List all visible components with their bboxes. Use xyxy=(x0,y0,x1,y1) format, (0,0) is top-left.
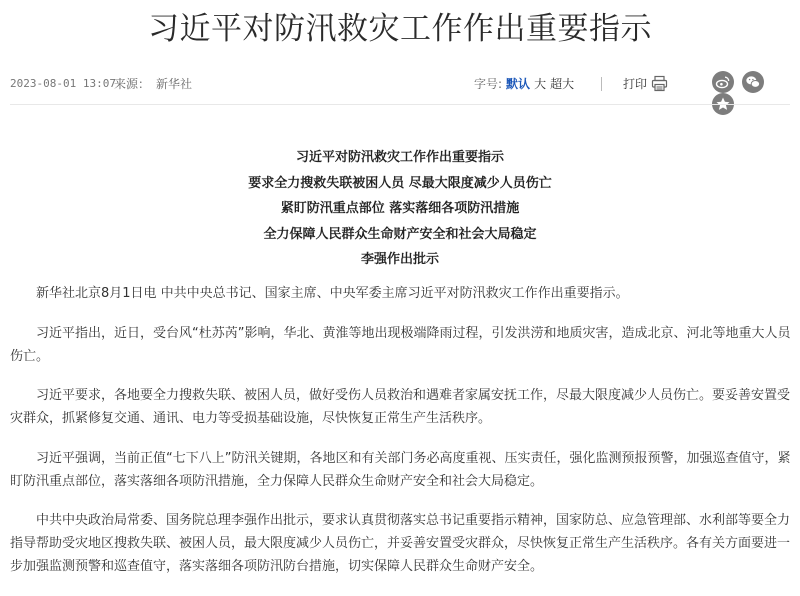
source xyxy=(114,73,192,95)
paragraph-5: 中共中央政治局常委、国务院总理李强作出批示，要求认真贯彻落实总书记重要指示精神，国家防总、应急管理部、水利部等要全力指导帮助受灾地区搜救失联、被困人员，最大限度减少人员伤亡，并妥善安置受灾群众，尽快恢复正常生产生活秩序。各有关方面要进一步加强监测预警和巡查值守，落实落细各项防汛防台措施，切实保障人民群众生命财产安全。 xyxy=(10,513,791,574)
print-button[interactable] xyxy=(623,73,668,95)
article-title: 习近平对防汛救灾工作作出重要指示 xyxy=(148,11,652,47)
article-meta xyxy=(10,73,790,95)
font-size-selector xyxy=(474,73,574,95)
paragraph-4: 习近平强调，当前正值“七下八上”防汛关键期，各地区和有关部门务必高度重视、压实责任，强化监测预报预警，加强巡查值守，紧盯防汛重点部位，落实落细各项防汛措施，全力保障人民群众生命财产安全和社会大局稳定。 xyxy=(10,450,791,489)
source-value: 新华社 xyxy=(156,77,193,91)
wechat-icon[interactable] xyxy=(742,71,764,93)
font-size-xlarge-option[interactable]: 超大 xyxy=(550,77,575,91)
toolbar-divider xyxy=(601,77,602,91)
headline-3: 紧盯防汛重点部位 落实落细各项防汛措施 xyxy=(280,201,520,216)
font-size-default-option[interactable]: 默认 xyxy=(506,77,531,91)
share-buttons xyxy=(704,71,790,115)
article-headlines xyxy=(0,145,800,273)
print-label: 打印 xyxy=(623,77,648,91)
paragraph-3: 习近平要求，各地要全力搜救失联、被困人员，做好受伤人员救治和遇难者家属安抚工作，尽最大限度减少人员伤亡。要妥善安置受灾群众，抓紧修复交通、通讯、电力等受损基础设施，尽快恢复正常生产生活秩序。 xyxy=(10,388,791,426)
article-body xyxy=(10,282,792,595)
headline-5: 李强作出批示 xyxy=(360,252,439,267)
weibo-icon[interactable] xyxy=(712,71,734,93)
headline-1: 习近平对防汛救灾工作作出重要指示 xyxy=(295,150,504,165)
headline-2: 要求全力搜救失联被困人员 尽最大限度减少人员伤亡 xyxy=(248,175,552,191)
font-size-label: 字号: xyxy=(474,77,503,91)
paragraph-1: 新华社北京8月1日电 中共中央总书记、国家主席、中央军委主席习近平对防汛救灾工作作出重要指示。 xyxy=(36,286,629,301)
paragraph-2: 习近平指出，近日，受台风“杜苏芮”影响，华北、黄淮等地出现极端降雨过程，引发洪涝和地质灾害，造成北京、河北等地重大人员伤亡。 xyxy=(10,325,791,364)
headline-4: 全力保障人民群众生命财产安全和社会大局稳定 xyxy=(263,226,537,242)
source-label: 来源： xyxy=(114,77,151,91)
font-size-large-option[interactable]: 大 xyxy=(534,77,547,91)
header-separator xyxy=(10,104,790,105)
publish-date: 2023-08-01 13:07 xyxy=(10,77,116,90)
printer-icon xyxy=(651,75,668,92)
